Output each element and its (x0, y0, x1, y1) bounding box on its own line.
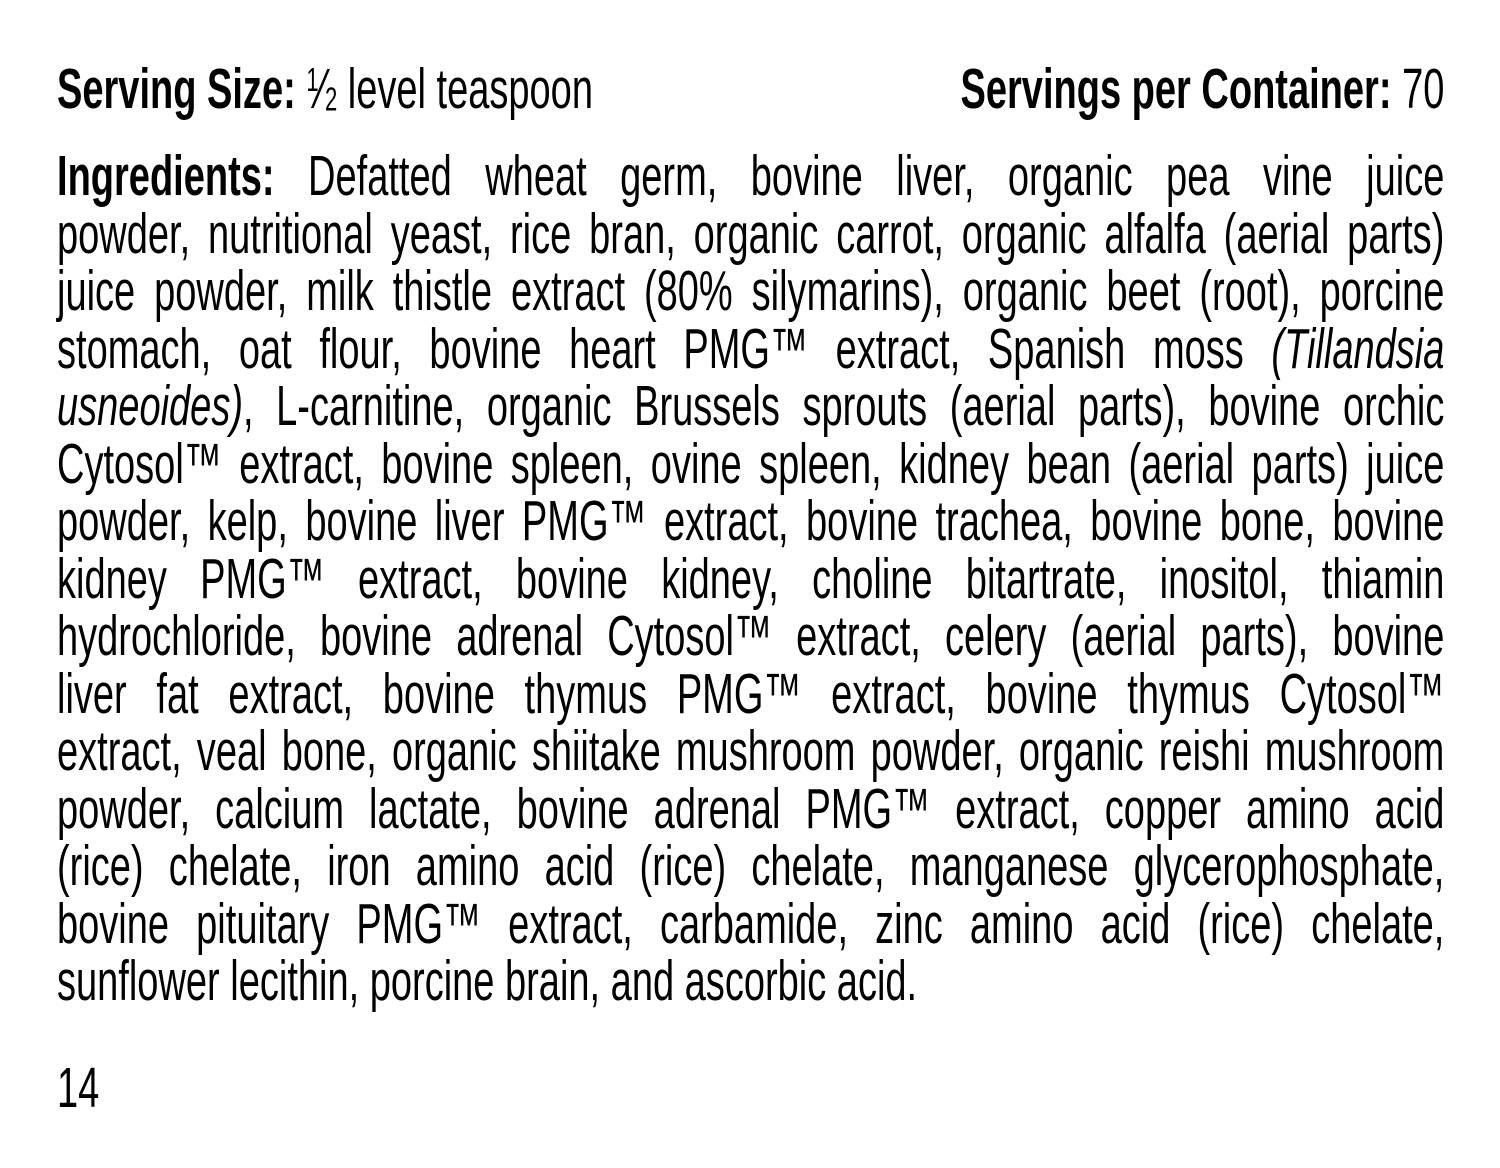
ingredients-line (57, 604, 1445, 668)
ingredients-line (57, 891, 1445, 956)
ingredients-text-segment: hydrochloride, bovine adrenal Cytosol™ extract, celery (aerial parts), bovine (57, 604, 1445, 668)
ingredients-text-segment: sunflower lecithin, porcine brain, and ascorbic acid. (57, 949, 918, 1013)
serving-size-unit: level teaspoon (347, 57, 593, 122)
ingredients-text-segment: , L-carnitine, organic Brussels sprouts (aerial parts), bovine orchic (242, 374, 1445, 438)
ingredients-line (57, 201, 1445, 266)
ingredients-line (57, 431, 1445, 496)
ingredients-line (57, 489, 1445, 553)
ingredients-text-segment: bovine pituitary PMG™ extract, carbamide, zinc amino acid (rice) chelate, (57, 891, 1445, 956)
servings-per-container (960, 57, 1445, 122)
servings-per-container-value: 70 (1402, 57, 1445, 122)
ingredients-line (57, 259, 1445, 323)
serving-size (57, 52, 593, 129)
ingredients-text-segment: Ingredients: (57, 144, 275, 208)
ingredients-paragraph (57, 144, 1445, 1013)
ingredients-line (57, 144, 1445, 208)
ingredients-line (57, 776, 1445, 841)
page-number: 14 (57, 1056, 100, 1120)
ingredients-text-segment: kidney PMG™ extract, bovine kidney, choline bitartrate, inositol, thiamin (57, 546, 1445, 611)
ingredients-text-segment: extract, veal bone, organic shiitake mushroom powder, organic reishi mushroom (57, 719, 1445, 783)
ingredients-text-segment: Defatted wheat germ, bovine liver, organic pea vine juice (274, 144, 1445, 208)
ingredients-line (57, 719, 1445, 783)
ingredients-line (57, 661, 1445, 726)
serving-info-row (57, 52, 1500, 129)
ingredients-text-segment: liver fat extract, bovine thymus PMG™ extract, bovine thymus Cytosol™ (57, 661, 1445, 726)
ingredients-line (57, 949, 1444, 1013)
page-number-area (57, 1056, 1500, 1120)
ingredients-text-segment: stomach, oat flour, bovine heart PMG™ extract, Spanish moss (57, 316, 1272, 381)
ingredients-section (57, 144, 1500, 1013)
serving-size-fraction (306, 57, 337, 121)
servings-per-container-label: Servings per Container: (960, 57, 1392, 122)
ingredients-text-segment: powder, nutritional yeast, rice bran, organic carrot, organic alfalfa (aerial parts) (57, 201, 1445, 266)
ingredients-line (57, 546, 1445, 611)
ingredients-text-segment: powder, calcium lactate, bovine adrenal PMG™ extract, copper amino acid (57, 776, 1445, 841)
ingredients-text-segment: (rice) chelate, iron amino acid (rice) chelate, manganese glycerophosphate, (57, 834, 1445, 898)
fraction-slash: ⁄ (318, 57, 325, 122)
ingredients-line (57, 374, 1445, 438)
ingredients-text-segment: usneoides) (57, 374, 243, 438)
fraction-numerator: 1 (306, 62, 319, 99)
ingredients-text-segment: juice powder, milk thistle extract (80% silymarins), organic beet (root), porcine (57, 259, 1445, 323)
fraction-denominator: 2 (324, 81, 338, 119)
ingredients-text-segment: Cytosol™ extract, bovine spleen, ovine spleen, kidney bean (aerial parts) juice (57, 431, 1445, 496)
ingredients-text-segment: powder, kelp, bovine liver PMG™ extract, bovine trachea, bovine bone, bovine (57, 489, 1445, 553)
ingredients-line (57, 834, 1445, 898)
ingredients-line (57, 316, 1445, 381)
serving-size-label: Serving Size: (57, 57, 296, 122)
ingredients-text-segment: (Tillandsia (1271, 316, 1445, 381)
